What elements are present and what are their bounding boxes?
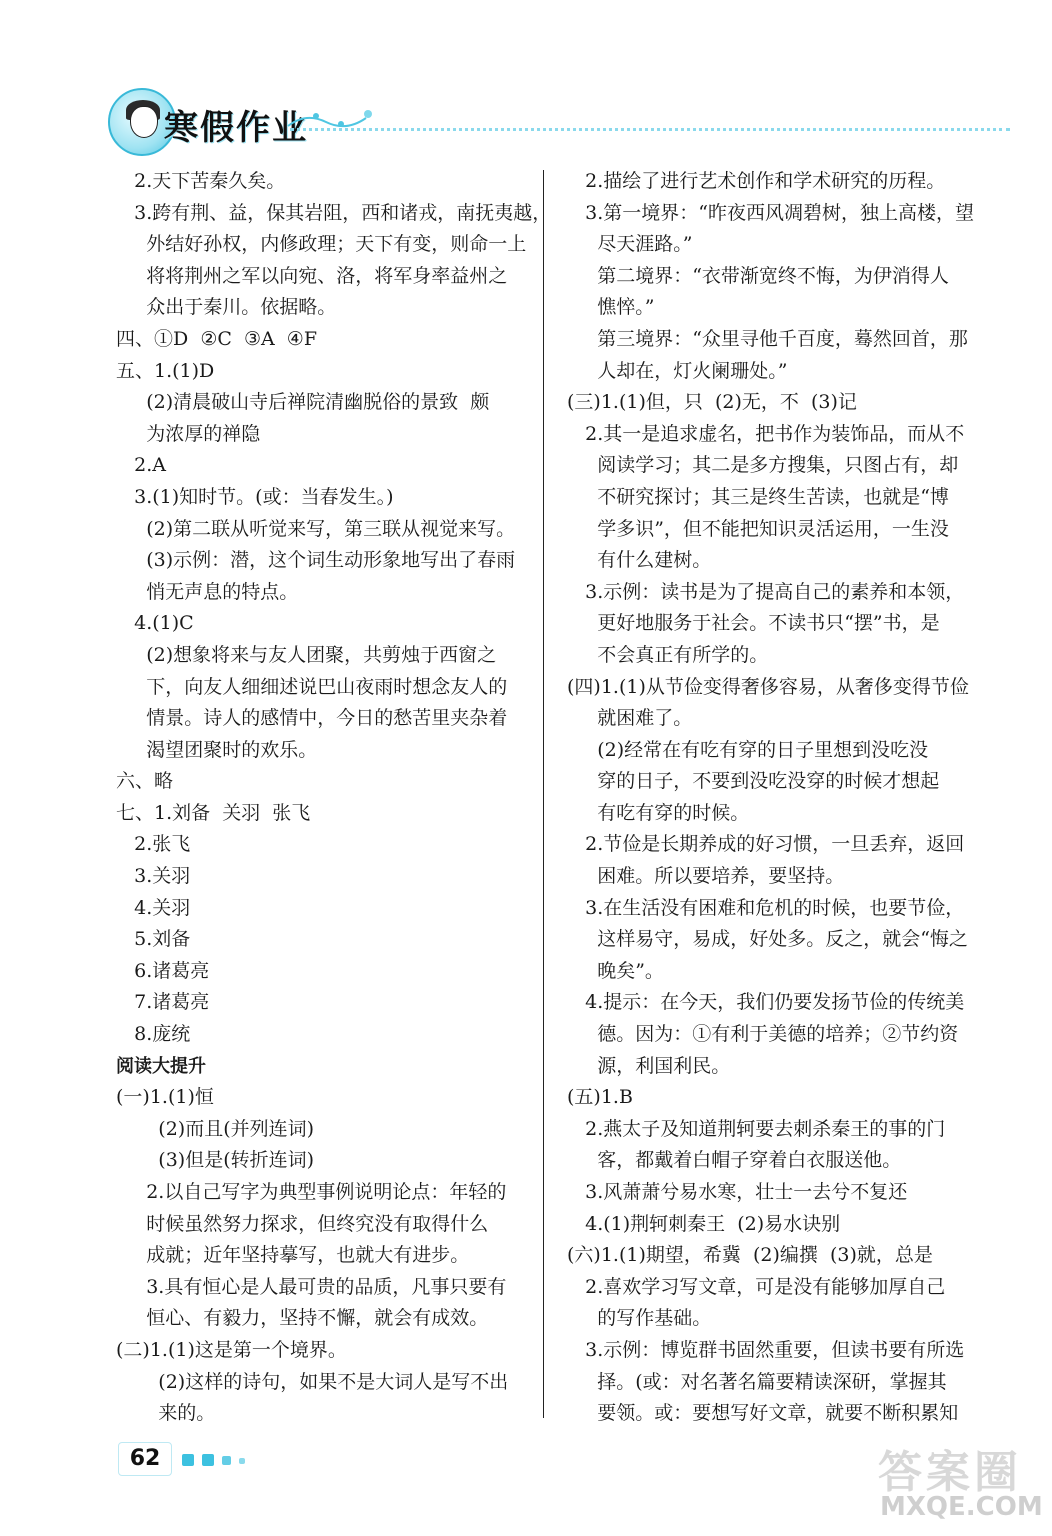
answer-line: 择。(或：对名著名篇要精读深研，掌握其 — [567, 1370, 947, 1393]
answer-line: 更好地服务于社会。不读书只“摆”书，是 — [567, 612, 940, 635]
answer-line: 四、①D ②C ③A ④F — [116, 327, 318, 350]
answer-line: (3)示例：潜，这个词生动形象地写出了春雨 — [116, 549, 516, 572]
answer-line: 憔悴。” — [567, 296, 655, 319]
answer-line: 成就；近年坚持摹写，也就大有进步。 — [116, 1244, 470, 1267]
answer-line: (六)1.(1)期望，希冀 (2)编撰 (3)就，总是 — [567, 1244, 933, 1267]
answer-line: 晚矣”。 — [567, 959, 664, 982]
answer-line: 4.(1)C — [116, 612, 194, 635]
answer-line: 8.庞统 — [116, 1023, 191, 1046]
header-dotted-line — [290, 128, 1010, 131]
footer-dot — [182, 1454, 194, 1466]
answer-line: 五、1.(1)D — [116, 359, 215, 382]
answer-line: 2.其一是追求虚名，把书作为装饰品，而从不 — [567, 422, 965, 445]
answer-line: 3.(1)知时节。(或：当春发生。) — [116, 485, 394, 508]
footer-dot — [202, 1454, 214, 1466]
answer-column-left — [116, 166, 552, 1430]
answer-line: 第三境界：“众里寻他千百度，蓦然回首，那 — [567, 327, 968, 350]
answer-line: 5.刘备 — [116, 928, 191, 951]
page-number: 62 — [118, 1442, 172, 1476]
answer-line: 来的。 — [116, 1402, 216, 1425]
answer-line: 众出于秦川。依据略。 — [116, 296, 337, 319]
answer-line: (2)而且(并列连词) — [116, 1117, 315, 1140]
answer-line: (一)1.(1)恒 — [116, 1086, 214, 1109]
answer-line: 3.在生活没有困难和危机的时候，也要节俭， — [567, 896, 965, 919]
answer-line: 下，向友人细细述说巴山夜雨时想念友人的 — [116, 675, 508, 698]
answer-line: 2.天下苦秦久矣。 — [116, 170, 286, 192]
answer-line: 时候虽然努力探求，但终究没有取得什么 — [116, 1212, 489, 1235]
answer-line: (3)但是(转折连词) — [116, 1149, 315, 1172]
answer-line: (四)1.(1)从节俭变得奢侈容易，从奢侈变得节俭 — [567, 675, 969, 698]
answer-line: 不研究探讨；其三是终生苦读，也就是“博 — [567, 485, 949, 508]
answer-line: 情景。诗人的感情中，今日的愁苦里夹杂着 — [116, 707, 508, 730]
answer-line: 为浓厚的禅隐 — [116, 422, 261, 445]
answer-line: 德。因为：①有利于美德的培养；②节约资 — [567, 1023, 959, 1046]
answer-line: (2)想象将来与友人团聚，共剪烛于西窗之 — [116, 643, 497, 666]
column-divider — [543, 170, 544, 1418]
answer-line: 客，都戴着白帽子穿着白衣服送他。 — [567, 1149, 902, 1172]
section-heading: 阅读大提升 — [116, 1055, 206, 1077]
answer-line: 3.第一境界：“昨夜西风凋碧树，独上高楼，望 — [567, 201, 974, 224]
answer-line: 7.诸葛亮 — [116, 991, 210, 1014]
answer-line: 第二境界：“衣带渐宽终不悔，为伊消得人 — [567, 264, 949, 287]
page-title: 寒假作业 — [164, 108, 308, 148]
answer-line: 3.跨有荆、益，保其岩阻，西和诸戎，南抚夷越， — [116, 201, 552, 224]
answer-line: 3.具有恒心是人最可贵的品质，凡事只要有 — [116, 1275, 507, 1298]
answer-column-right — [567, 166, 987, 1430]
answer-line: (2)清晨破山寺后禅院清幽脱俗的景致 颇 — [116, 391, 490, 414]
answer-line: (二)1.(1)这是第一个境界。 — [116, 1338, 347, 1361]
answer-line: 这样易守，易成，好处多。反之，就会“悔之 — [567, 928, 968, 951]
answer-line: 恒心、有毅力，坚持不懈，就会有成效。 — [116, 1307, 489, 1330]
answer-line: 尽天涯路。” — [567, 233, 693, 256]
answer-line: 将将荆州之军以向宛、洛，将军身率益州之 — [116, 264, 508, 287]
answer-line: 困难。所以要培养，要坚持。 — [567, 865, 845, 888]
answer-line: 2.喜欢学习写文章，可是没有能够加厚自己 — [567, 1275, 946, 1298]
watermark-url: MXQE.COM — [880, 1492, 1043, 1522]
answer-line: 人却在，灯火阑珊处。” — [567, 359, 788, 382]
page-header — [100, 88, 1020, 158]
answer-line: 七、1.刘备 关羽 张飞 — [116, 801, 311, 824]
answer-line: 学多识”，但不能把知识灵活运用，一生没 — [567, 517, 949, 540]
answer-line: 渴望团聚时的欢乐。 — [116, 738, 318, 761]
answer-line: 的写作基础。 — [567, 1307, 712, 1330]
answer-line: 2.描绘了进行艺术创作和学术研究的历程。 — [567, 170, 946, 192]
answer-line: 源，利国利民。 — [567, 1054, 731, 1077]
answer-line: 2.以自己写字为典型事例说明论点：年轻的 — [116, 1181, 507, 1203]
answer-line: 不会真正有所学的。 — [567, 643, 769, 666]
answer-line: (五)1.B — [567, 1086, 633, 1109]
answer-line: 2.燕太子及知道荆轲要去刺杀秦王的事的门 — [567, 1117, 946, 1140]
answer-line: 3.示例：读书是为了提高自己的素养和本领， — [567, 580, 965, 603]
answer-line: 2.节俭是长期养成的好习惯，一旦丢弃，返回 — [567, 833, 965, 856]
answer-line: (三)1.(1)但，只 (2)无，不 (3)记 — [567, 391, 857, 414]
answer-line: 有什么建树。 — [567, 549, 712, 572]
answer-line: 有吃有穿的时候。 — [567, 801, 750, 824]
answer-line: 穿的日子，不要到没吃没穿的时候才想起 — [567, 770, 940, 793]
footer-dot — [222, 1456, 231, 1465]
answer-line: (2)经常在有吃有穿的日子里想到没吃没 — [567, 738, 929, 761]
answer-line: 六、略 — [116, 770, 174, 793]
answer-line: 要领。或：要想写好文章，就要不断积累知 — [567, 1402, 959, 1425]
answer-line: 4.提示：在今天，我们仍要发扬节俭的传统美 — [567, 991, 965, 1014]
footer-dot — [239, 1458, 245, 1464]
answer-line: 4.关羽 — [116, 896, 191, 919]
answer-line: 2.张飞 — [116, 833, 191, 856]
answer-line: 阅读学习；其二是多方搜集，只图占有，却 — [567, 454, 959, 477]
answer-line: 悄无声息的特点。 — [116, 580, 299, 603]
answer-line: (2)这样的诗句，如果不是大词人是写不出 — [116, 1370, 509, 1393]
answer-line: 6.诸葛亮 — [116, 959, 210, 982]
answer-line: 就困难了。 — [567, 707, 693, 730]
answer-line: (2)第二联从听觉来写，第三联从视觉来写。 — [116, 517, 516, 540]
answer-line: 2.A — [116, 454, 166, 477]
answer-line: 3.示例：博览群书固然重要，但读书要有所选 — [567, 1338, 965, 1361]
answer-line: 4.(1)荆轲刺秦王 (2)易水诀别 — [567, 1212, 841, 1235]
answer-line: 3.关羽 — [116, 865, 191, 888]
answer-line: 3.风萧萧兮易水寒，壮士一去兮不复还 — [567, 1181, 908, 1203]
answer-line: 外结好孙权，内修政理；天下有变，则命一上 — [116, 233, 527, 256]
watermark — [878, 1436, 1043, 1526]
watermark-text: 答案圈 — [878, 1447, 1022, 1498]
